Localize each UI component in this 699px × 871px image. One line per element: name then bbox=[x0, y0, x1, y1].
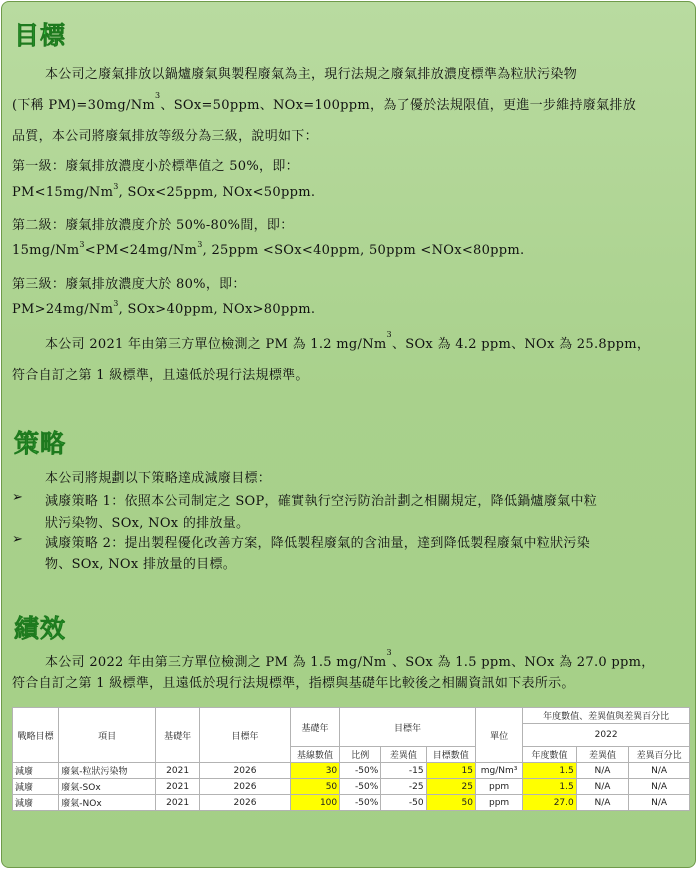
cell-goal: 減廢 bbox=[13, 763, 59, 779]
sub-ratio: 比例 bbox=[340, 747, 381, 763]
strategy-1-line-1: 減廢策略 1：依照本公司制定之 SOP，確實執行空污防治計劃之相關規定，降低鍋爐廢氣中粒 bbox=[45, 494, 598, 509]
cell-base-value: 100 bbox=[290, 795, 339, 811]
cell-annual-value: 1.5 bbox=[523, 779, 577, 795]
table-row bbox=[13, 779, 690, 795]
grade-1-values: $PM<15mg/Nm^3$, SOx<25ppm, NOx<50ppm. bbox=[12, 182, 316, 200]
grade-3-values: $PM>24mg/Nm^3$, SOx>40ppm, NOx>80ppm. bbox=[12, 299, 316, 317]
target-heading: 目標 bbox=[14, 21, 67, 50]
header-annual: 年度數值、差異值與差異百分比 bbox=[523, 708, 690, 724]
cell-annual-diff: N/A bbox=[576, 779, 628, 795]
cell-annual-value: 27.0 bbox=[523, 795, 577, 811]
cell-annual-pct: N/A bbox=[629, 779, 690, 795]
table-row bbox=[13, 795, 690, 811]
cell-annual-value: 1.5 bbox=[523, 763, 577, 779]
performance-line-1: 本公司 2022 年由第三方單位檢測之 PM 為 1.5 mg/Nm$^3$、SOx 為 1.5 ppm、NOx 為 27.0 ppm， bbox=[45, 648, 655, 670]
cell-unit: ppm bbox=[475, 795, 522, 811]
performance-table bbox=[12, 707, 690, 811]
header-target: 目標年 bbox=[340, 708, 476, 747]
grade-1-label: 第一級：廢氣排放濃度小於標準值之 50%，即： bbox=[12, 159, 299, 174]
sub-diff: 差異值 bbox=[381, 747, 426, 763]
cell-base-value: 50 bbox=[290, 779, 339, 795]
strategy-2-line-1: 減廢策略 2：提出製程優化改善方案，降低製程廢氣的含油量，達到降低製程廢氣中粒狀污染 bbox=[45, 536, 591, 551]
sub-base-value: 基線數值 bbox=[290, 747, 339, 763]
strategy-1-line-2: 狀污染物、SOx, NOx 的排放量。 bbox=[45, 516, 250, 531]
target-paragraph-line-2: (下稱 $PM)=30mg/Nm^3$、SOx=50ppm、NOx=100ppm，為了優於法規限值，更進一步維持廢氣排放 bbox=[12, 91, 637, 113]
header-unit: 單位 bbox=[475, 708, 522, 763]
sub-annual-pct: 差異百分比 bbox=[629, 747, 690, 763]
grade-3-label: 第三級：廢氣排放濃度大於 80%，即： bbox=[12, 277, 246, 292]
result-2021-line-2: 符合自訂之第 1 級標準，且遠低於現行法規標準。 bbox=[12, 368, 309, 383]
grade-2-values: $15mg/Nm^3<PM<24mg/Nm^3$, 25ppm <SOx<40ppm, 50ppm <NOx<80ppm. bbox=[12, 240, 525, 258]
performance-line-2: 符合自訂之第 1 級標準，且遠低於現行法規標準，指標與基礎年比較後之相關資訊如下表所示。 bbox=[12, 676, 575, 691]
content-panel bbox=[1, 1, 696, 868]
header-base-year: 基礎年 bbox=[156, 708, 200, 763]
cell-base-value: 30 bbox=[290, 763, 339, 779]
cell-annual-diff: N/A bbox=[576, 795, 628, 811]
cell-annual-pct: N/A bbox=[629, 763, 690, 779]
cell-ratio: -50% bbox=[340, 779, 381, 795]
cell-target-year: 2026 bbox=[200, 779, 291, 795]
header-year: 2022 bbox=[523, 724, 690, 747]
cell-diff: -50 bbox=[381, 795, 426, 811]
cell-diff: -15 bbox=[381, 763, 426, 779]
cell-base-year: 2021 bbox=[156, 779, 200, 795]
target-paragraph-line-3: 品質，本公司將廢氣排放等级分為三級，說明如下： bbox=[12, 129, 318, 144]
strategy-intro: 本公司將規劃以下策略達成減廢目標： bbox=[45, 471, 272, 486]
header-base: 基礎年 bbox=[290, 708, 339, 747]
header-goal: 戰略目標 bbox=[13, 708, 59, 763]
cell-base-year: 2021 bbox=[156, 795, 200, 811]
performance-heading: 績效 bbox=[14, 614, 67, 643]
cell-item: 廢氣-NOx bbox=[59, 795, 156, 811]
cell-diff: -25 bbox=[381, 779, 426, 795]
cell-base-year: 2021 bbox=[156, 763, 200, 779]
cell-target-value: 25 bbox=[426, 779, 475, 795]
cell-unit: mg/Nm³ bbox=[475, 763, 522, 779]
strategy-2-bullet-icon: ➢ bbox=[12, 532, 23, 547]
cell-unit: ppm bbox=[475, 779, 522, 795]
sub-annual-diff: 差異值 bbox=[576, 747, 628, 763]
strategy-heading: 策略 bbox=[14, 429, 67, 458]
cell-target-value: 15 bbox=[426, 763, 475, 779]
strategy-2-line-2: 物、SOx, NOx 排放量的目標。 bbox=[45, 557, 237, 572]
cell-annual-pct: N/A bbox=[629, 795, 690, 811]
target-paragraph-line-1: 本公司之廢氣排放以鍋爐廢氣與製程廢氣為主，現行法規之廢氣排放濃度標準為粒狀污染物 bbox=[45, 67, 578, 82]
cell-item: 廢氣-SOx bbox=[59, 779, 156, 795]
sub-annual-value: 年度數值 bbox=[523, 747, 577, 763]
table-row bbox=[13, 763, 690, 779]
cell-goal: 減廢 bbox=[13, 779, 59, 795]
cell-ratio: -50% bbox=[340, 763, 381, 779]
result-2021-line-1: 本公司 2021 年由第三方單位檢測之 PM 為 1.2 mg/Nm$^3$、SOx 為 4.2 ppm、NOx 為 25.8ppm， bbox=[45, 330, 651, 352]
cell-ratio: -50% bbox=[340, 795, 381, 811]
header-target-year: 目標年 bbox=[200, 708, 291, 763]
strategy-1-bullet-icon: ➢ bbox=[12, 490, 23, 505]
cell-target-value: 50 bbox=[426, 795, 475, 811]
cell-item: 廢氣-粒狀污染物 bbox=[59, 763, 156, 779]
cell-goal: 減廢 bbox=[13, 795, 59, 811]
cell-annual-diff: N/A bbox=[576, 763, 628, 779]
grade-2-label: 第二級：廢氣排放濃度介於 50%-80%間，即： bbox=[12, 218, 294, 233]
cell-target-year: 2026 bbox=[200, 795, 291, 811]
header-item: 項目 bbox=[59, 708, 156, 763]
cell-target-year: 2026 bbox=[200, 763, 291, 779]
sub-target-value: 目標數值 bbox=[426, 747, 475, 763]
